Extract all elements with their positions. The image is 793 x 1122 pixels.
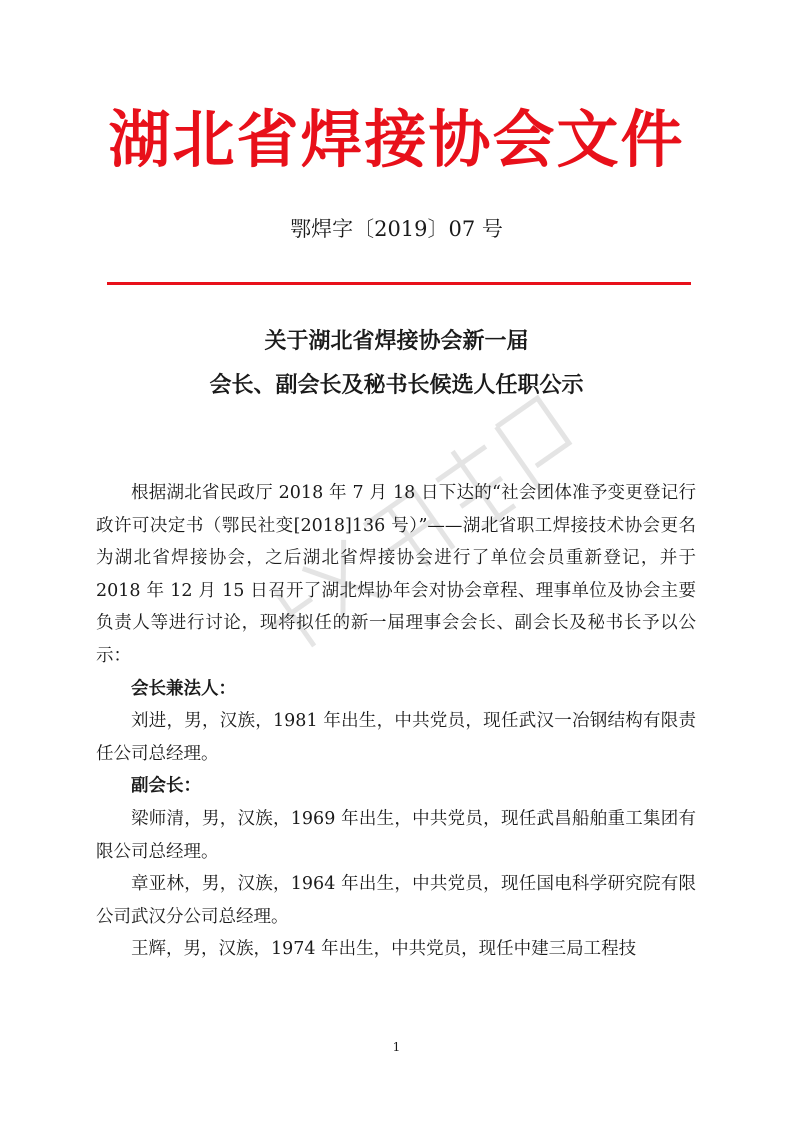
notice-body bbox=[96, 477, 696, 966]
vice-president-paragraph-3: 王辉，男，汉族，1974 年出生，中共党员，现任中建三局工程技 bbox=[131, 939, 637, 960]
notice-title-line-2: 会长、副会长及秘书长候选人任职公示 bbox=[209, 373, 584, 398]
president-heading: 会长兼法人： bbox=[131, 678, 236, 699]
president-paragraph: 刘进，男，汉族，1981 年出生，中共党员，现任武汉一冶钢结构有限责任公司总经理。 bbox=[96, 711, 696, 764]
notice-title-line-1: 关于湖北省焊接协会新一届 bbox=[264, 329, 529, 354]
vice-president-paragraph-2: 章亚林，男，汉族，1964 年出生，中共党员，现任国电科学研究院有限公司武汉分公司总经理。 bbox=[96, 874, 696, 927]
vice-president-paragraph-1: 梁师清，男，汉族，1969 年出生，中共党员，现任武昌船舶重工集团有限公司总经理。 bbox=[96, 808, 696, 862]
document-number: 鄂焊字〔2019〕07 号 bbox=[290, 217, 503, 241]
vice-president-heading: 副会长： bbox=[131, 776, 201, 797]
intro-paragraph: 根据湖北省民政厅 2018 年 7 月 18 日下达的“社会团体准予变更登记行政许可决定书（鄂民社变[2018]136 号）”——湖北省职工焊接技术协会更名为湖北省焊接协会，之后湖北省焊接协会进行了单位会员重新登记，并于 2018 年 12 月 15 日召开了湖北焊协年会对协会章程、理事单位及协会主要负责人等进行讨论，现将拟任的新一届理事会会长、副会长及秘书长予以公示： bbox=[96, 483, 696, 666]
page-number: 1 bbox=[392, 1040, 401, 1054]
org-header-title: 湖北省焊接协会文件 bbox=[108, 103, 685, 176]
red-divider bbox=[107, 282, 691, 285]
